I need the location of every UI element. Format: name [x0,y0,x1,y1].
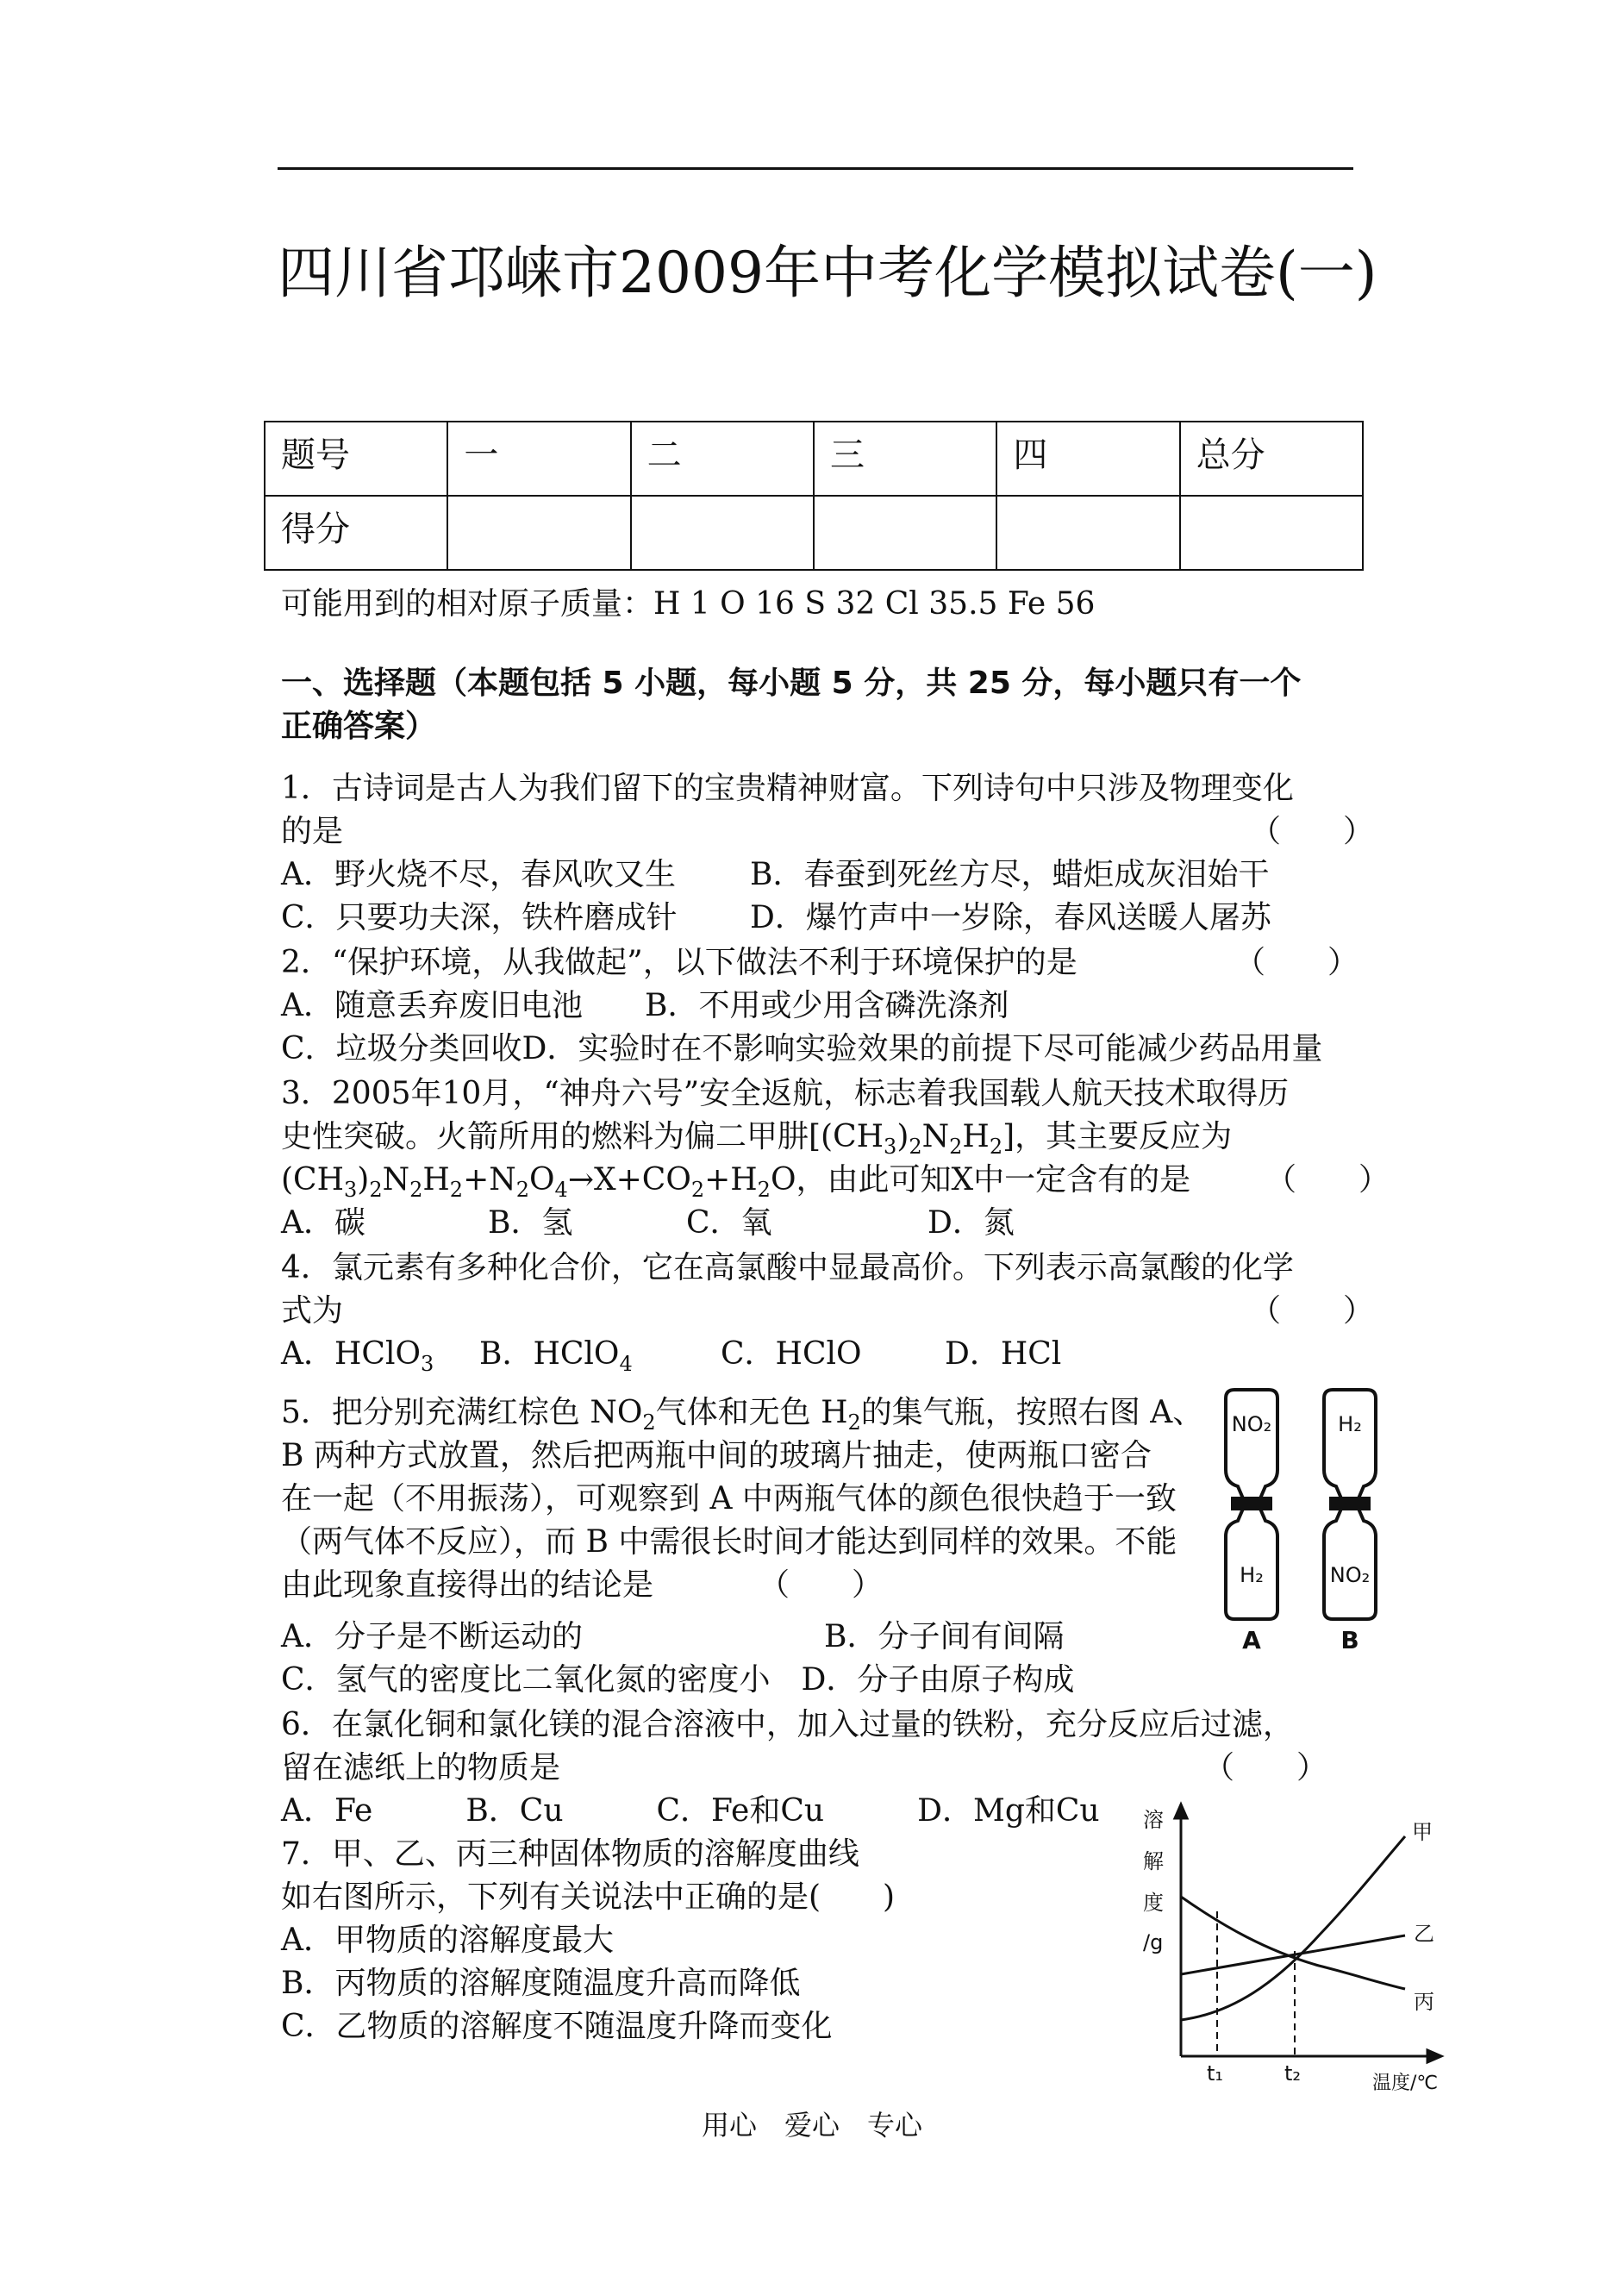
section1-heading-cont: 正确答案） [281,709,437,744]
q7-option-a: A．甲物质的溶解度最大 [281,1923,614,1958]
q4-option-b: B．HClO$_4$ [479,1336,633,1377]
q5-option-a: A．分子是不断运动的 [281,1619,583,1654]
q1-option-a: A．野火烧不尽，春风吹又生 [281,857,676,892]
bottle-a-bottom-label: H₂ [1240,1563,1264,1587]
q6-options: A．Fe B．Cu C．Fe和Cu D．Mg和Cu [281,1793,1100,1829]
q4-option-d: D．HCl [945,1336,1062,1372]
score-cell[interactable] [447,496,630,570]
q4-stem: 4．氯元素有多种化合价，它在高氯酸中显最高价。下列表示高氯酸的化学 [281,1250,1294,1285]
q3-stem-cont: 史性突破。火箭所用的燃料为偏二甲肼$[(CH_3)_2N_2H_2]$，其主要反应为 [281,1119,1233,1160]
score-cell[interactable] [996,496,1179,570]
q3-equation: $(CH_3)_2N_2H_2+N_2O_4\to X+CO_2+H_2O$，由此可知X中一定含有的是 [281,1162,1191,1203]
score-header-cell: 二 [631,422,814,496]
q7-option-b: B．丙物质的溶解度随温度升高而降低 [281,1966,801,2001]
q6-stem: 6．在氯化铜和氯化镁的混合溶液中，加入过量的铁粉，充分反应后过滤， [281,1707,1294,1742]
xlabel: 温度/℃ [1372,2073,1439,2094]
q3-option-d: D．氮 [928,1205,1015,1241]
curve-jia-label: 甲 [1412,1820,1433,1844]
section1-heading: 一、选择题（本题包括 5 小题，每小题 5 分，共 25 分，每小题只有一个 [281,666,1302,701]
q1-stem-cont: 的是 [281,814,344,849]
score-table-score-row [265,496,1363,570]
q1-option-c: C．只要功夫深，铁杵磨成针 [281,900,678,935]
score-header-cell: 一 [447,422,630,496]
score-table [264,421,1364,571]
score-cell[interactable] [1180,496,1363,570]
q3-option-a: A．碳 [281,1205,365,1241]
score-cell[interactable] [814,496,996,570]
x-axis-arrow [1427,2050,1441,2062]
score-header-cell: 总分 [1180,422,1363,496]
curve-bing [1181,1897,1405,1989]
score-cell[interactable] [631,496,814,570]
q4-answer-blank[interactable]: （ ） [1250,1293,1375,1329]
page-footer: 用心 爱心 专心 [701,2109,922,2142]
q1-option-b: B．春蚕到死丝方尽，蜡炬成灰泪始干 [750,857,1270,892]
q5-answer-blank[interactable]: （ ） [759,1567,884,1603]
q6-stem-cont: 留在滤纸上的物质是 [281,1750,561,1785]
q3-stem: 3．2005年10月，“神舟六号”安全返航，标志着我国载人航天技术取得历 [281,1076,1290,1111]
score-header-cell: 题号 [265,422,447,496]
page-title: 四川省邛崃市2009年中考化学模拟试卷(一) [278,240,1377,306]
q1-answer-blank[interactable]: （ ） [1250,814,1375,849]
bottle-b-top-label: H₂ [1338,1412,1362,1436]
q2-stem: 2．“保护环境，从我做起”，以下做法不利于环境保护的是 [281,945,1077,980]
solubility-curve-figure [1138,1798,1465,2095]
score-header-cell: 三 [814,422,996,496]
q7-option-c: C．乙物质的溶解度不随温度升降而变化 [281,2009,833,2044]
y-axis-arrow [1175,1804,1187,1818]
q7-stem: 7．甲、乙、丙三种固体物质的溶解度曲线 [281,1836,859,1872]
q3-option-c: C．氧 [686,1205,772,1241]
q5-options-cd: C．氢气的密度比二氧化氮的密度小 D．分子由原子构成 [281,1662,1075,1698]
atomic-masses: 可能用到的相对原子质量：H 1 O 16 S 32 Cl 35.5 Fe 56 [281,586,1096,622]
q5-option-b: B．分子间有间隔 [824,1619,1065,1654]
bottle-b-caption: B [1340,1626,1359,1654]
ylabel-char: /g [1143,1930,1164,1954]
q6-answer-blank[interactable]: （ ） [1203,1750,1328,1785]
q5-stem-line4: （两气体不反应），而 B 中需很长时间才能达到同样的效果。不能 [281,1524,1177,1560]
bottle-a-top-label: NO₂ [1231,1412,1272,1436]
top-rule [278,167,1353,170]
ylabel-char: 度 [1143,1891,1164,1915]
score-row-label: 得分 [265,496,447,570]
q4-option-c: C．HClO [721,1336,862,1372]
t2-label: t₂ [1284,2061,1302,2086]
score-table-header-row [265,422,1363,496]
q7-stem-cont: 如右图所示，下列有关说法中正确的是( ) [281,1879,896,1915]
curve-yi-label: 乙 [1414,1922,1434,1946]
curve-bing-label: 丙 [1414,1990,1434,2014]
gas-bottles-figure [1215,1388,1396,1655]
q2-options-cd: C．垃圾分类回收D．实验时在不影响实验效果的前提下尽可能减少药品用量 [281,1031,1323,1066]
q4-option-a: A．HClO$_3$ [281,1336,434,1377]
q5-stem-line3: 在一起（不用振荡），可观察到 A 中两瓶气体的颜色很快趋于一致 [281,1481,1177,1516]
score-header-cell: 四 [996,422,1179,496]
q3-option-b: B．氢 [488,1205,573,1241]
curve-yi [1181,1935,1405,1974]
q3-answer-blank[interactable]: （ ） [1265,1162,1390,1198]
q2-answer-blank[interactable]: （ ） [1234,945,1359,980]
q2-options-ab: A．随意丢弃废旧电池 B．不用或少用含磷洗涤剂 [281,988,1009,1023]
bottle-a-caption: A [1242,1626,1261,1654]
q5-stem-line2: B 两种方式放置，然后把两瓶中间的玻璃片抽走，使两瓶口密合 [281,1438,1152,1473]
q4-stem-cont: 式为 [281,1293,344,1329]
q5-stem: 5．把分别充满红棕色 $NO_2$气体和无色 $H_2$的集气瓶，按照右图 A、 [281,1395,1204,1435]
q5-stem-line5: 由此现象直接得出的结论是 [281,1567,654,1603]
ylabel-char: 解 [1143,1849,1164,1873]
curve-jia [1181,1836,1405,2020]
ylabel-char: 溶 [1143,1808,1164,1832]
q1-option-d: D．爆竹声中一岁除，春风送暖人屠苏 [750,900,1271,935]
bottle-b-bottom-label: NO₂ [1329,1563,1371,1587]
t1-label: t₁ [1207,2061,1224,2086]
q1-stem: 1．古诗词是古人为我们留下的宝贵精神财富。下列诗句中只涉及物理变化 [281,771,1294,806]
